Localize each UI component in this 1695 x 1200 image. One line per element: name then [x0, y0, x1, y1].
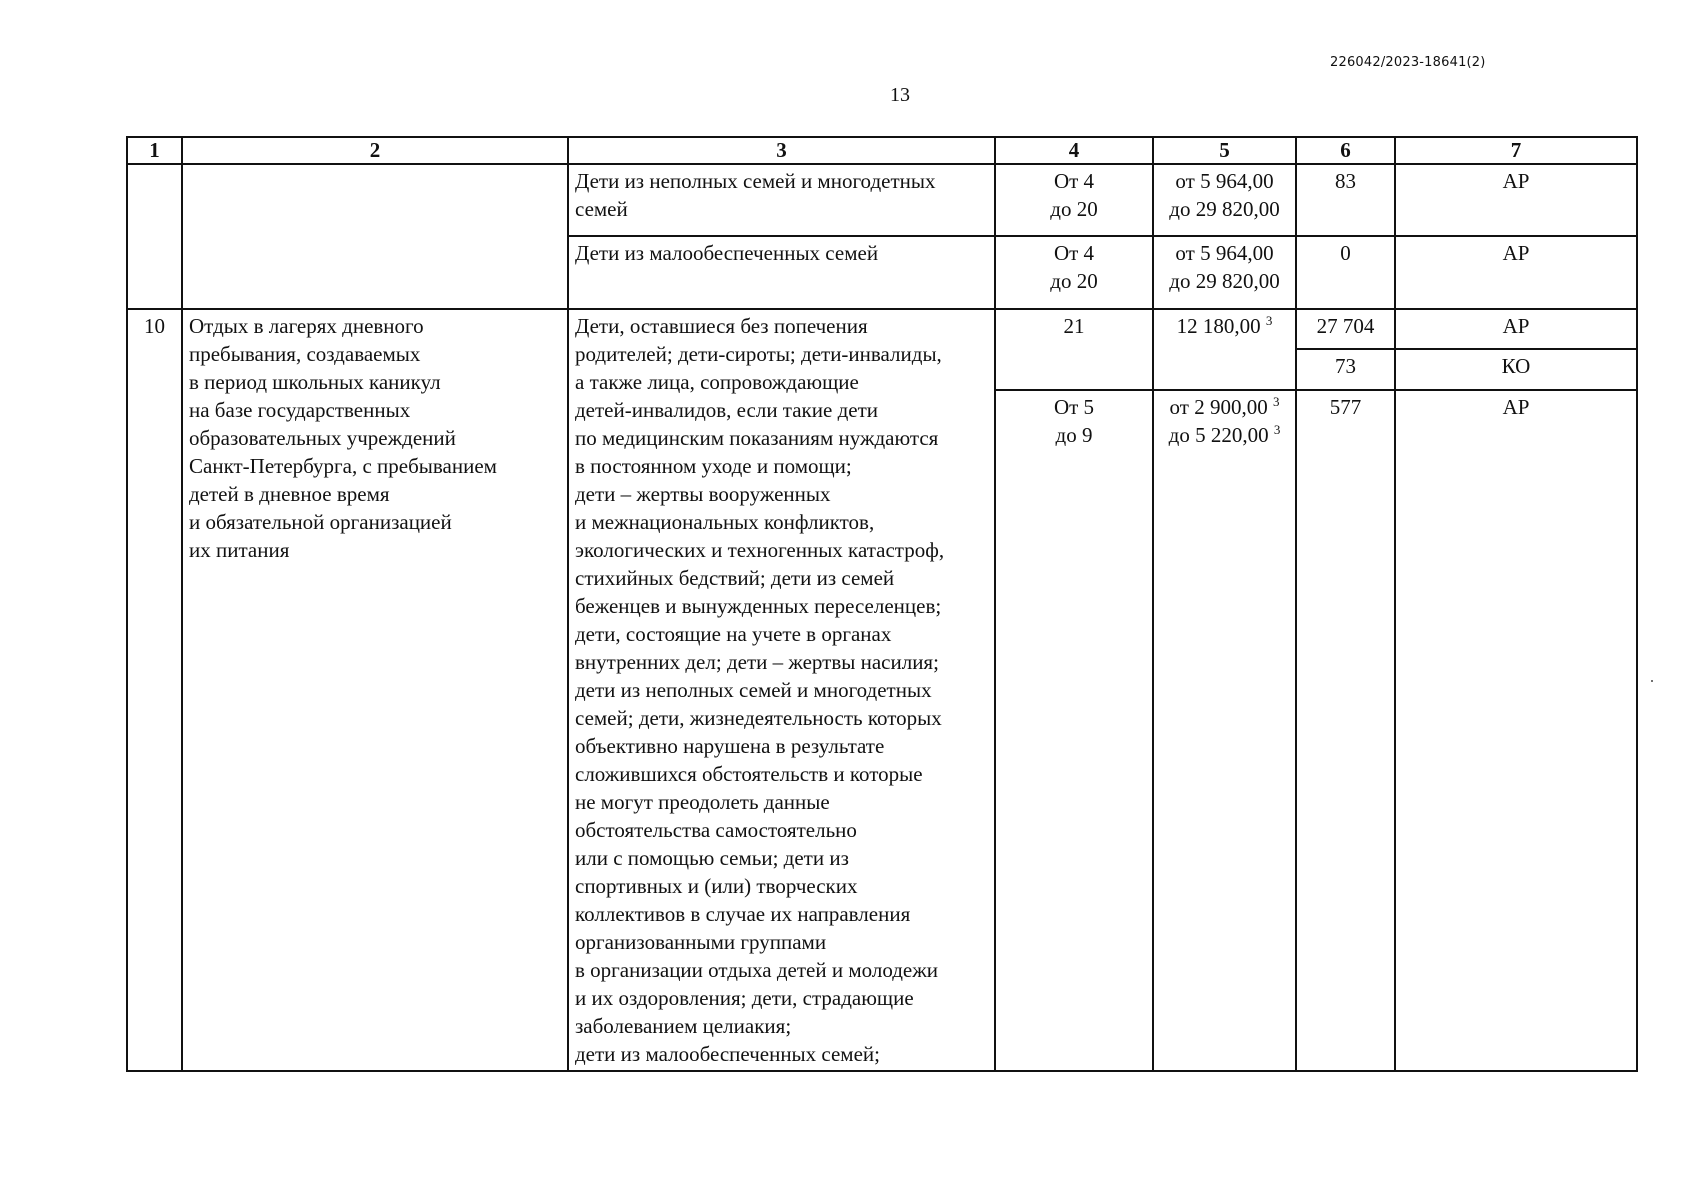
cost-range-to: [1160, 421, 1289, 449]
cell-service: Отдых в лагерях дневного пребывания, создаваемых в период школьных каникул на базе государственных образовательных учреждений Санкт-Петербурга, с пребыванием детей в дневное время и обязательной организацией их питания: [182, 309, 568, 1071]
cell-source: КО: [1395, 349, 1637, 389]
cell-source: АР: [1395, 390, 1637, 1071]
cell-age: 21: [995, 309, 1153, 390]
cell-count: 73: [1296, 349, 1395, 389]
cell-source: АР: [1395, 309, 1637, 349]
cell-category: Дети, оставшиеся без попечения родителей; дети-сироты; дети-инвалиды, а также лица, сопровождающие детей-инвалидов, если такие дети по медицинским показаниям нуждаются в постоянном уходе и помощи; дети – жертвы вооруженных и межнациональных конфликтов, экологических и техногенных катастроф, стихийных бедствий; дети из семей беженцев и вынужденных переселенцев; дети, состоящие на учете в органах внутренних дел; дети – жертвы насилия; дети из неполных семей и многодетных семей; дети, жизнедеятельность которых объективно нарушена в результате сложившихся обстоятельств и которые не могут преодолеть данные обстоятельства самостоятельно или с помощью семьи; дети из спортивных и (или) творческих коллективов в случае их направления организованными группами в организации отдыха детей и молодежи и их оздоровления; дети, страдающие заболеванием целиакия; дети из малообеспеченных семей;: [568, 309, 995, 1071]
column-header-1: 1: [127, 137, 182, 164]
cell-cost: [1153, 309, 1296, 390]
cell-service-empty: [182, 164, 568, 309]
cell-count: 83: [1296, 164, 1395, 236]
scan-mark: [1651, 680, 1653, 682]
cell-count: 0: [1296, 236, 1395, 309]
table-row: [127, 164, 1637, 236]
cell-number: 10: [127, 309, 182, 1071]
cell-age: От 4 до 20: [995, 236, 1153, 309]
cell-age: От 4 до 20: [995, 164, 1153, 236]
cell-cost: [1153, 390, 1296, 1071]
cell-count: 577: [1296, 390, 1395, 1071]
footnote-mark: 3: [1273, 421, 1281, 437]
cell-category: Дети из малообеспеченных семей: [568, 236, 995, 309]
cell-category: Дети из неполных семей и многодетных семей: [568, 164, 995, 236]
cell-cost: от 5 964,00 до 29 820,00: [1153, 164, 1296, 236]
cell-number-empty: [127, 164, 182, 309]
footnote-mark: 3: [1265, 313, 1273, 328]
column-header-3: 3: [568, 137, 995, 164]
table-row: [127, 309, 1637, 349]
column-header-5: 5: [1153, 137, 1296, 164]
cell-source: АР: [1395, 164, 1637, 236]
cell-cost: от 5 964,00 до 29 820,00: [1153, 236, 1296, 309]
cost-value: 12 180,00: [1176, 314, 1261, 338]
cell-count: 27 704: [1296, 309, 1395, 349]
cost-from-value: от 2 900,00: [1169, 394, 1268, 419]
column-header-7: 7: [1395, 137, 1637, 164]
header-row: [127, 137, 1637, 164]
footnote-mark: 3: [1272, 393, 1280, 409]
cell-source: АР: [1395, 236, 1637, 309]
cost-range-from: [1160, 393, 1289, 421]
column-header-4: 4: [995, 137, 1153, 164]
column-header-6: 6: [1296, 137, 1395, 164]
benefits-table: [126, 136, 1638, 1072]
column-header-2: 2: [182, 137, 568, 164]
cost-to-value: до 5 220,00: [1168, 422, 1269, 447]
document-id: 226042/2023-18641(2): [1330, 55, 1486, 70]
cell-age: От 5 до 9: [995, 390, 1153, 1071]
page-number: 13: [890, 84, 910, 106]
